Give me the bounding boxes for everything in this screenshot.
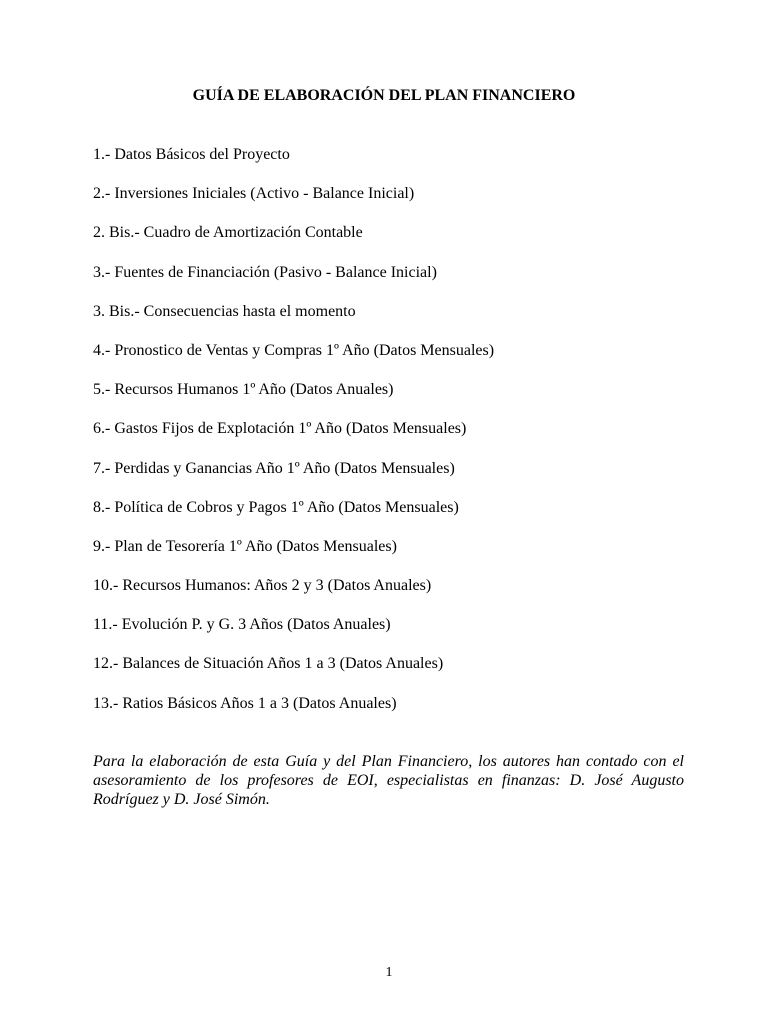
list-item: 8.- Política de Cobros y Pagos 1º Año (Datos Mensuales) bbox=[93, 498, 459, 516]
list-item: 10.- Recursos Humanos: Años 2 y 3 (Datos Anuales) bbox=[93, 577, 432, 595]
list-item: 5.- Recursos Humanos 1º Año (Datos Anuales) bbox=[93, 381, 394, 399]
list-item: 2.- Inversiones Iniciales (Activo - Balance Inicial) bbox=[93, 185, 415, 203]
contents-list bbox=[93, 145, 494, 733]
page-number: 1 bbox=[385, 965, 393, 980]
list-item: 13.- Ratios Básicos Años 1 a 3 (Datos Anuales) bbox=[93, 694, 397, 712]
list-item: 4.- Pronostico de Ventas y Compras 1º Año (Datos Mensuales) bbox=[93, 341, 495, 359]
list-item: 11.- Evolución P. y G. 3 Años (Datos Anuales) bbox=[93, 616, 391, 634]
list-item: 6.- Gastos Fijos de Explotación 1º Año (Datos Mensuales) bbox=[93, 420, 467, 438]
list-item: 1.- Datos Básicos del Proyecto bbox=[93, 146, 290, 163]
list-item: 12.- Balances de Situación Años 1 a 3 (Datos Anuales) bbox=[93, 655, 444, 673]
acknowledgement-note: Para la elaboración de esta Guía y del Plan Financiero, los autores han contado con el asesoramiento de los profesores de EOI, especialistas en finanzas: D. José Augusto Rodríguez y D. José Simón. bbox=[93, 753, 684, 808]
page-title: GUÍA DE ELABORACIÓN DEL PLAN FINANCIERO bbox=[192, 87, 576, 104]
list-item: 9.- Plan de Tesorería 1º Año (Datos Mensuales) bbox=[93, 537, 397, 555]
list-item: 2. Bis.- Cuadro de Amortización Contable bbox=[93, 224, 363, 242]
list-item: 3.- Fuentes de Financiación (Pasivo - Balance Inicial) bbox=[93, 263, 437, 281]
list-item: 3. Bis.- Consecuencias hasta el momento bbox=[93, 302, 356, 320]
list-item: 7.- Perdidas y Ganancias Año 1º Año (Datos Mensuales) bbox=[93, 459, 455, 477]
